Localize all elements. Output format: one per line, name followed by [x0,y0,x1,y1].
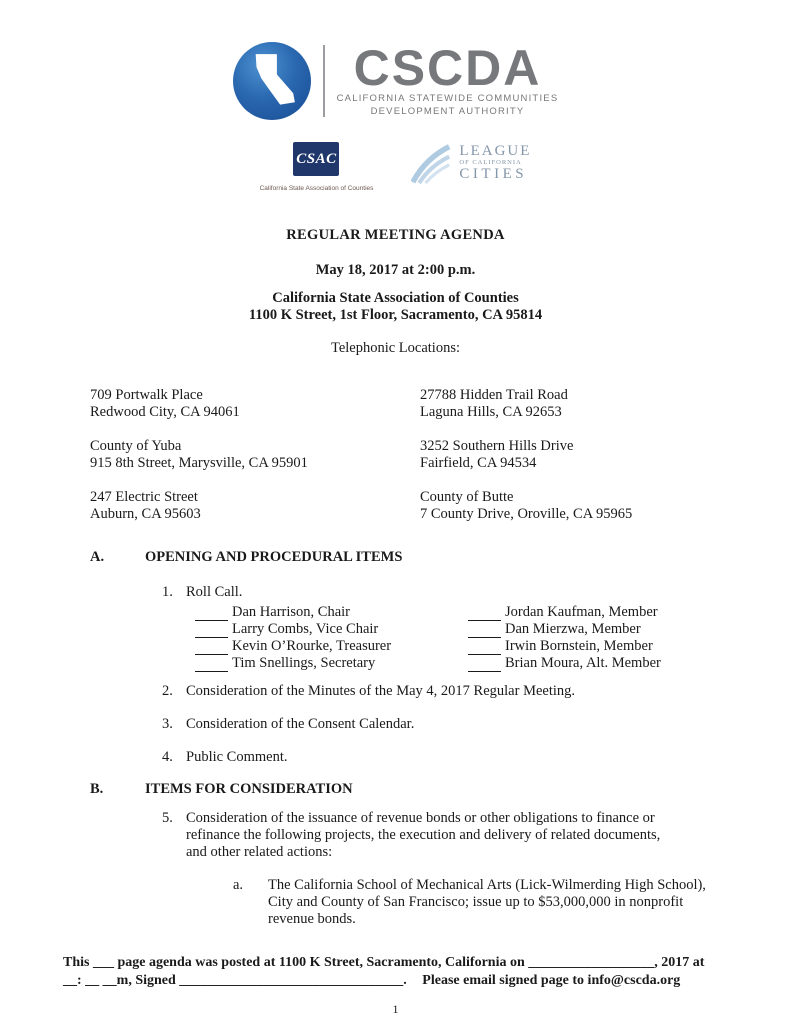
meeting-datetime: May 18, 2017 at 2:00 p.m. [315,262,476,278]
rollcall-blank-line [468,641,501,655]
section-letter: B. [90,781,104,797]
rollcall-name: Tim Snellings, Secretary [232,655,376,671]
location-item [90,489,420,523]
league-wordmark [459,144,531,182]
roll-call-row [468,621,791,638]
telephonic-locations-label: Telephonic Locations: [330,340,461,356]
roll-call-row [468,655,791,672]
section-b-heading [90,781,791,798]
roll-call-row [195,604,468,621]
rollcall-blank-line [195,658,228,672]
section-letter: A. [90,549,105,565]
location-line1: County of Butte [420,489,514,505]
csac-logo [260,142,374,197]
rollcall-blank-line [195,641,228,655]
rollcall-name: Brian Moura, Alt. Member [505,655,661,671]
item-text: Consideration of the issuance of revenue bonds or other obligations to finance or refinance the following projects, the execution and delivery of related documents, and other related actions: [186,810,661,860]
location-line2: Redwood City, CA 94061 [90,404,240,420]
item-text: Public Comment. [186,749,288,765]
logo-tagline-line2: DEVELOPMENT AUTHORITY [370,106,525,117]
agenda-item-3 [162,716,791,733]
rollcall-blank-line [468,624,501,638]
league-swoosh-icon [411,142,451,184]
logo-tagline-line1: CALIFORNIA STATEWIDE COMMUNITIES [336,93,559,104]
rollcall-name: Irwin Bornstein, Member [505,638,653,654]
rollcall-blank-line [195,607,228,621]
agenda-item-5a [233,877,791,928]
posting-notice-line2 [63,972,791,990]
section-a-heading [90,549,791,566]
location-item [420,387,791,421]
league-line3: CITIES [459,166,528,182]
rollcall-name: Dan Mierzwa, Member [505,621,641,637]
location-line2: 915 8th Street, Marysville, CA 95901 [90,455,308,471]
location-item [90,438,420,472]
california-state-icon [245,50,299,112]
roll-call-row [468,604,791,621]
logo-acronym: CSCDA [353,40,542,96]
telephonic-locations [90,387,791,523]
csac-icon [293,142,339,176]
posting-notice-email: Please email signed page to info@cscda.org [422,973,681,988]
location-line1: 27788 Hidden Trail Road [420,387,568,403]
item-text: Consideration of the Consent Calendar. [186,716,415,732]
item-text: Roll Call. [186,584,243,600]
roll-call-row [195,655,468,672]
agenda-title: REGULAR MEETING AGENDA [286,227,505,243]
rollcall-name: Kevin O’Rourke, Treasurer [232,638,392,654]
page-number: 1 [392,1002,399,1016]
venue-address: 1100 K Street, 1st Floor, Sacramento, CA 95814 [248,307,543,323]
section-title: OPENING AND PROCEDURAL ITEMS [145,549,403,565]
title-block [0,227,791,357]
location-item [420,489,791,523]
location-line1: County of Yuba [90,438,182,454]
posting-notice-line1: This ___ page agenda was posted at 1100 K Street, Sacramento, California on __________________, 2017 at [63,955,705,970]
item-text: The California School of Mechanical Arts (Lick-Wilmerding High School), City and County of San Francisco; issue up to $53,000,000 in nonprofit revenue bonds. [268,877,706,927]
location-item [420,438,791,472]
venue-name: California State Association of Counties [272,290,519,306]
item-number: 2. [162,683,173,699]
league-line1: LEAGUE [459,143,532,159]
location-line1: 247 Electric Street [90,489,198,505]
california-globe-icon [233,42,311,120]
rollcall-name: Dan Harrison, Chair [232,604,350,620]
location-line2: Laguna Hills, CA 92653 [420,404,562,420]
rollcall-blank-line [195,624,228,638]
agenda-item-5 [162,810,791,861]
item-number: 3. [162,716,173,732]
location-line1: 3252 Southern Hills Drive [420,438,574,454]
csac-acronym: CSAC [296,150,337,167]
league-line2: OF CALIFORNIA [459,159,522,166]
roll-call-row [195,621,468,638]
item-text: Consideration of the Minutes of the May 4, 2017 Regular Meeting. [186,683,576,699]
location-line2: Fairfield, CA 94534 [420,455,537,471]
item-number: 1. [162,584,173,600]
roll-call-row [468,638,791,655]
agenda-item-1 [162,584,791,601]
posting-notice [63,954,791,990]
posting-notice-signed: __: __ __m, Signed ________________________________. [63,973,407,988]
location-line1: 709 Portwalk Place [90,387,203,403]
location-line2: Auburn, CA 95603 [90,506,201,522]
agenda-item-2 [162,683,791,700]
location-item [90,387,420,421]
rollcall-name: Jordan Kaufman, Member [505,604,658,620]
cscda-logo [0,42,791,120]
header [0,0,791,197]
roll-call-list [195,604,791,672]
agenda-item-4 [162,749,791,766]
logo-wordmark [336,40,559,118]
roll-call-row [195,638,468,655]
league-of-california-cities-logo [411,142,531,184]
logo-divider [323,45,325,117]
item-letter: a. [233,877,244,893]
partner-logos [0,142,791,197]
location-line2: 7 County Drive, Oroville, CA 95965 [420,506,633,522]
rollcall-blank-line [468,607,501,621]
rollcall-blank-line [468,658,501,672]
item-number: 4. [162,749,173,765]
section-title: ITEMS FOR CONSIDERATION [145,781,353,797]
csac-caption: California State Association of Counties [259,185,374,192]
rollcall-name: Larry Combs, Vice Chair [232,621,379,637]
agenda-body [0,549,791,928]
item-number: 5. [162,810,173,826]
